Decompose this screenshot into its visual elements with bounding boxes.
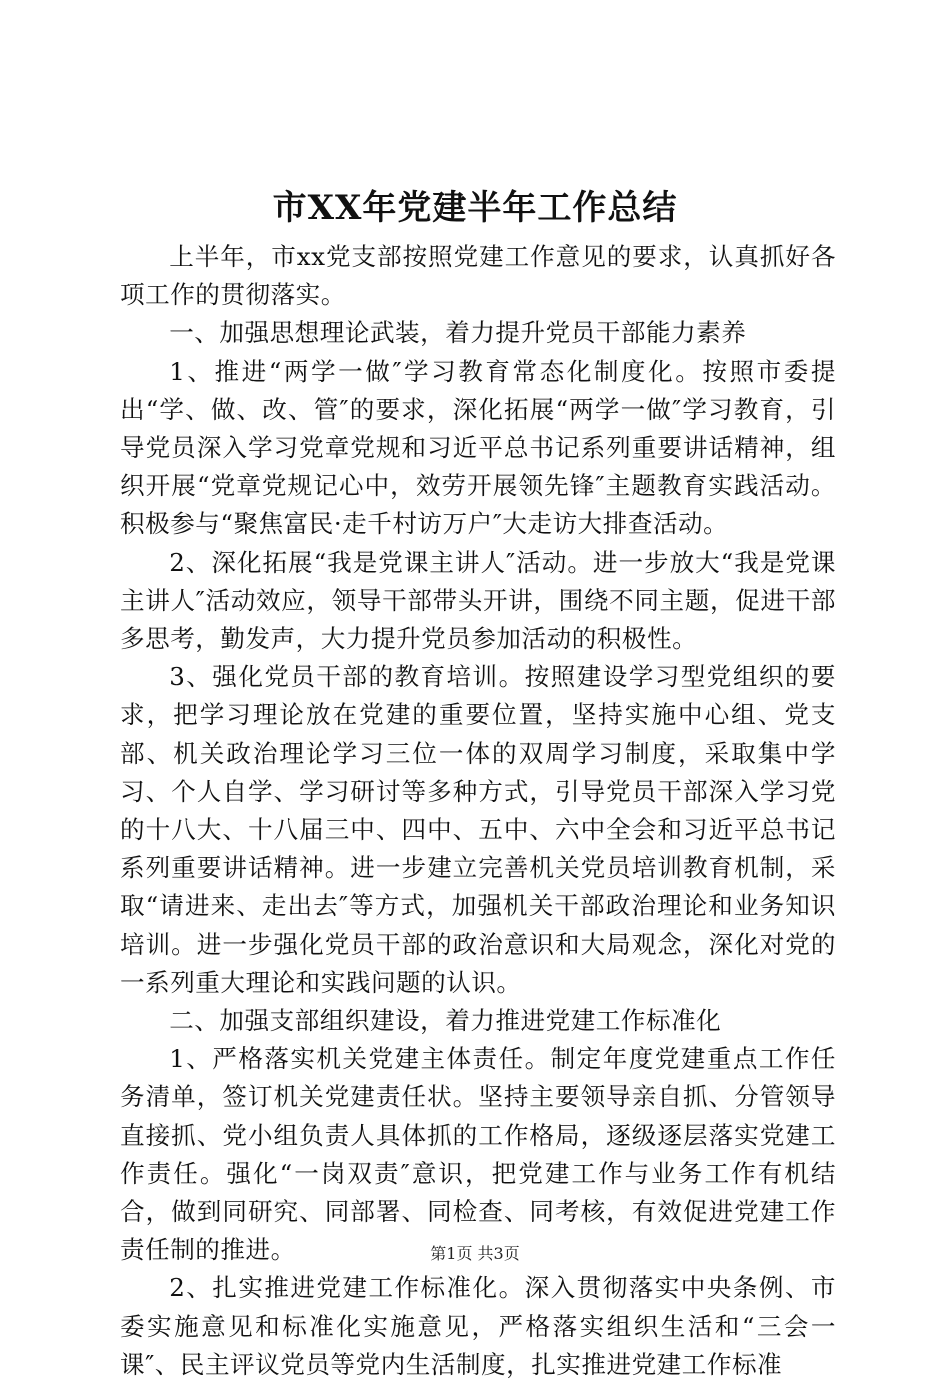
paragraph-2-2: 2、扎实推进党建工作标准化。深入贯彻落实中央条例、市委实施意见和标准化实施意见，严格落实组织生活和“三会一课″、民主评议党员等党内生活制度，扎实推进党建工作标准	[120, 1273, 836, 1379]
paragraph-2-1: 1、严格落实机关党建主体责任。制定年度党建重点工作任务清单，签订机关党建责任状。坚持主要领导亲自抓、分管领导直接抓、党小组负责人具体抓的工作格局，逐级逐层落实党建工作责任。强化“一岗双责″意识，把党建工作与业务工作有机结合，做到同研究、同部署、同检查、同考核，有效促进党建工作责任制的推进。	[120, 1044, 836, 1265]
section-heading-1: 一、加强思想理论武装，着力提升党员干部能力素养	[169, 318, 747, 348]
page-footer: 第1页 共3页	[430, 1244, 520, 1263]
document-title: 市XX年党建半年工作总结	[272, 188, 678, 228]
section-heading-2: 二、加强支部组织建设，着力推进党建工作标准化	[169, 1006, 722, 1036]
paragraph-1-3: 3、强化党员干部的教育培训。按照建设学习型党组织的要求，把学习理论放在党建的重要位置，坚持实施中心组、党支部、机关政治理论学习三位一体的双周学习制度，采取集中学习、个人自学、学习研讨等多种方式，引导党员干部深入学习党的十八大、十八届三中、四中、五中、六中全会和习近平总书记系列重要讲话精神。进一步建立完善机关党员培训教育机制，采取“请进来、走出去″等方式，加强机关干部政治理论和业务知识培训。进一步强化党员干部的政治意识和大局观念，深化对党的一系列重大理论和实践问题的认识。	[120, 662, 836, 997]
paragraph-1-1: 1、推进“两学一做″学习教育常态化制度化。按照市委提出“学、做、改、管″的要求，深化拓展“两学一做″学习教育，引导党员深入学习党章党规和习近平总书记系列重要讲话精神，组织开展“党章党规记心中，效劳开展领先锋″主题教育实践活动。积极参与“聚焦富民·走千村访万户″大走访大排查活动。	[120, 356, 836, 539]
paragraph-1-2: 2、深化拓展“我是党课主讲人″活动。进一步放大“我是党课主讲人″活动效应，领导干部带头开讲，围绕不同主题，促进干部多思考，勤发声，大力提升党员参加活动的积极性。	[120, 547, 836, 654]
paragraph-intro: 上半年，市xx党支部按照党建工作意见的要求，认真抓好各项工作的贯彻落实。	[120, 242, 836, 310]
document-body	[120, 238, 836, 1384]
